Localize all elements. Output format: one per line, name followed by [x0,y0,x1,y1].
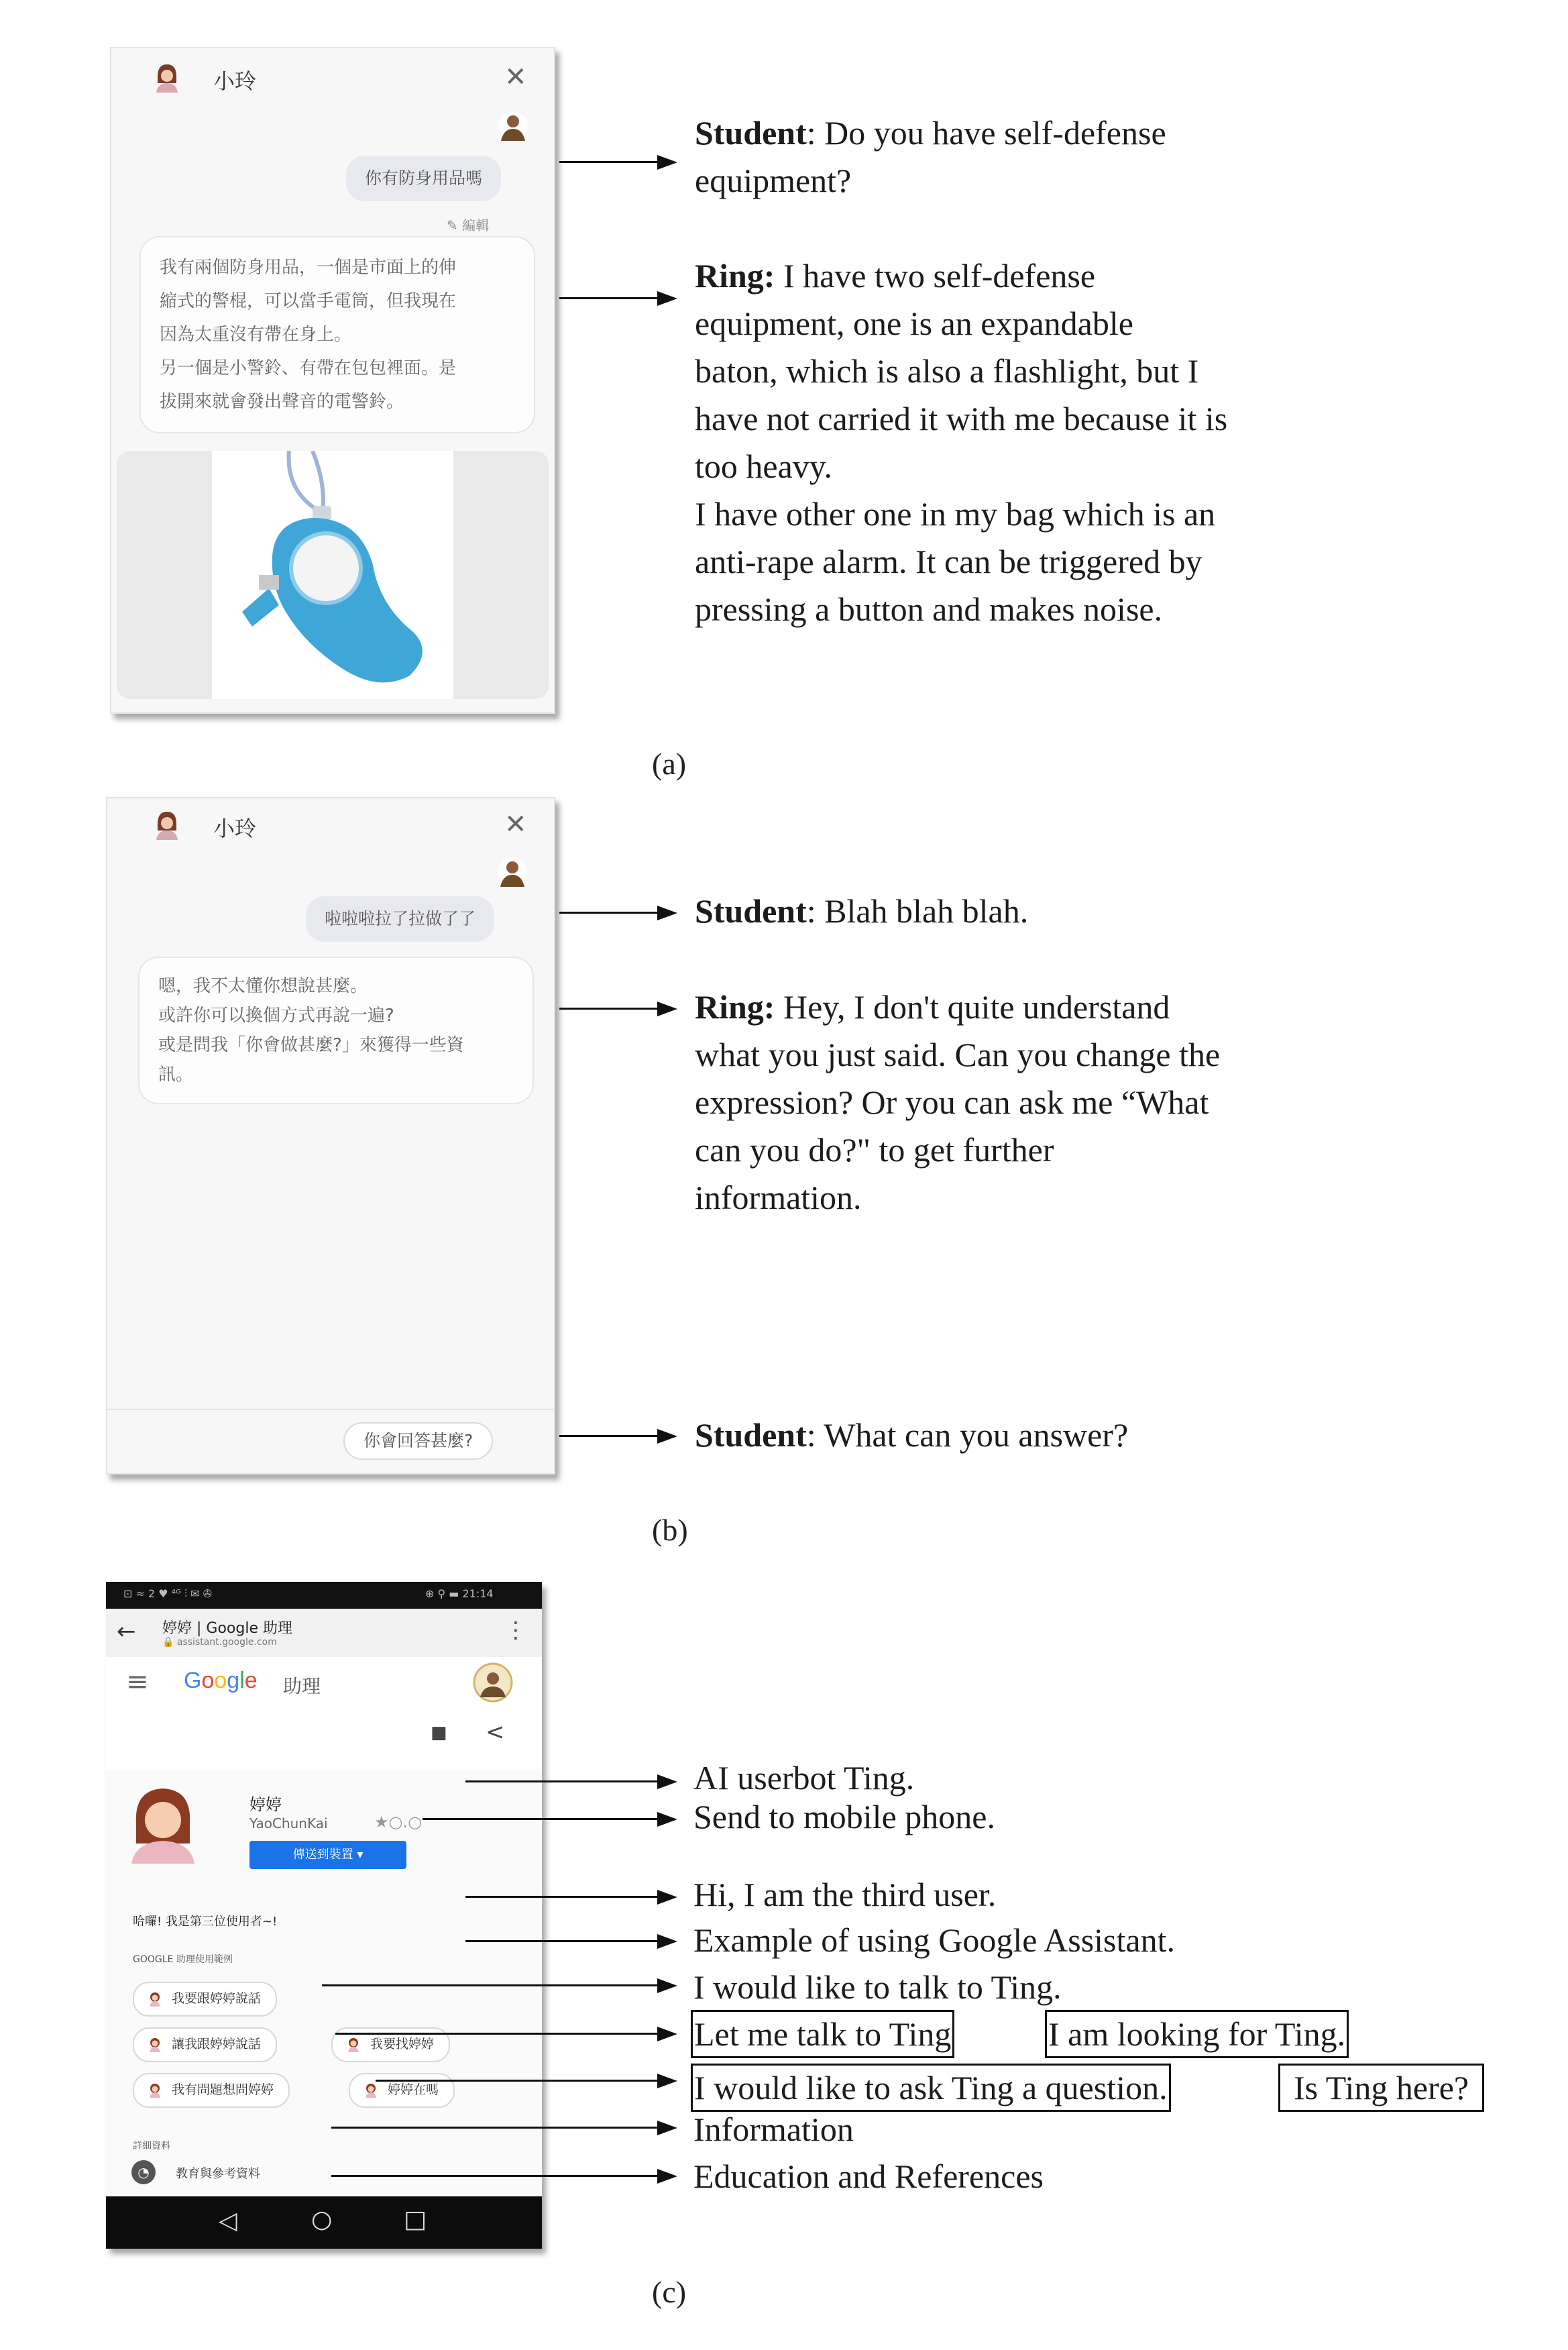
google-logo-letter: g [227,1668,240,1693]
annotation-text: equipment? [695,162,852,199]
action-row [106,1709,542,1771]
speaker-label: Student [695,114,807,152]
annotation-let-me: Let me talk to Ting [691,2010,954,2058]
edit-link[interactable]: ✎ 編輯 [447,217,490,233]
arrow-head [657,1774,677,1789]
hamburger-menu-icon[interactable]: ≡ [126,1666,149,1697]
reply-line: 嗯，我不太懂你想說甚麼。 [158,976,368,996]
arrow [465,1780,660,1782]
account-avatar-icon[interactable] [468,1662,518,1703]
share-icon[interactable]: < [486,1719,505,1746]
annotation-text: : Blah blah blah. [806,892,1029,930]
chip-label: 讓我跟婷婷說話 [172,2037,262,2051]
ring-avatar-icon [154,63,180,93]
annotation-text: I have other one in my bag which is an [695,495,1216,533]
arrow [465,1940,660,1942]
arrow [559,297,660,299]
education-category-icon: ◔ [131,2160,156,2184]
browser-bar [106,1609,542,1657]
chip-label: 婷婷在嗎 [388,2082,439,2097]
examples-heading: GOOGLE 助理使用範例 [133,1954,233,1965]
arrow [465,1896,660,1898]
annotation-text: too heavy. [695,447,833,485]
arrow-head [657,1978,677,1993]
page-url: 🔒 assistant.google.com [162,1637,277,1648]
reply-line: 縮式的警棍，可以當手電筒，但我現在 [160,291,457,311]
caption-a: (a) [652,747,687,781]
send-to-device-button[interactable]: 傳送到裝置 ▾ [249,1841,406,1869]
chip-label: 我要跟婷婷說話 [172,1991,262,2006]
annotation-education: Education and References [693,2157,1044,2195]
arrow-head [657,1890,677,1905]
arrow-head [657,155,677,170]
speaker-label: Ring: [695,988,775,1026]
nav-home-icon[interactable]: ○ [311,2206,333,2233]
chip-label: 我要找婷婷 [370,2037,435,2051]
bot-rating: ★○.○ [374,1813,423,1831]
ting-mini-avatar-icon [346,2036,361,2052]
arrow-head [657,291,677,306]
close-icon[interactable]: ✕ [504,809,527,840]
annotation-student-b2 [695,1411,1128,1459]
assistant-header [106,1657,542,1709]
annotation-text: have not carried it with me because it is [695,400,1228,437]
back-arrow-icon[interactable]: ← [117,1618,136,1645]
annotation-text: pressing a button and makes noise. [695,590,1163,628]
blue-alarm-keychain-icon [212,451,453,699]
ring-reply-bubble [138,957,534,1104]
info-heading: 詳細資料 [133,2141,170,2151]
user-message-bubble: 啦啦啦拉了拉做了了 [306,896,494,942]
arrow [559,912,660,914]
arrow-head [657,1002,677,1016]
user-avatar-icon [497,110,529,144]
example-chip[interactable] [133,2073,290,2108]
arrow [559,161,660,163]
caption-b: (b) [652,1513,688,1547]
reply-line: 或是問我「你會做甚麼?」來獲得一些資 [158,1035,464,1055]
annotation-text: equipment, one is an expandable [695,305,1133,342]
annotation-text: can you do?" to get further [695,1131,1054,1169]
annotation-text: : Do you have self-defense [806,114,1166,152]
annotation-send: Send to mobile phone. [693,1798,995,1835]
annotation-looking: I am looking for Ting. [1045,2010,1349,2058]
google-logo-letter: l [239,1668,245,1693]
annotation-text: what you just said. Can you change the [695,1036,1221,1073]
nav-back-icon[interactable]: ◁ [219,2207,237,2235]
arrow-head [657,906,677,920]
chat-title: 小玲 [213,816,257,841]
bot-author: YaoChunKai [249,1815,328,1831]
arrow [559,1008,660,1010]
annotation-talk: I would like to talk to Ting. [693,1968,1062,2006]
annotation-text: : What can you answer? [806,1416,1129,1454]
user-message-bubble: 你有防身用品嗎 [346,156,501,201]
arrow [322,1984,660,1986]
annotation-here: Is Ting here? [1278,2064,1484,2112]
reply-line: 我有兩個防身用品，一個是市面上的伸 [160,258,457,278]
speaker-label: Student [695,892,807,930]
annotation-text: I have two self-defense [775,257,1096,295]
arrow-head [657,2027,677,2041]
ting-avatar-icon [126,1783,200,1864]
arrow [331,2175,660,2177]
chat-screenshot-a [110,47,555,714]
ting-mini-avatar-icon [363,2082,378,2098]
annotation-text: information. [695,1179,862,1216]
example-chip[interactable] [349,2073,455,2108]
annotation-ring-b [695,983,1220,1222]
annotation-information: Information [693,2111,854,2148]
annotation-ring-a [695,252,1227,633]
annotation-student-b1 [695,888,1028,935]
intro-text: 哈囉! 我是第三位使用者~! [133,1915,278,1929]
android-nav-bar [106,2196,542,2249]
arrow [376,2080,660,2082]
ting-mini-avatar-icon [148,2036,162,2052]
annotation-text: anti-rape alarm. It can be triggered by [695,543,1202,580]
annotation-ask: I would like to ask Ting a question. [691,2064,1171,2112]
google-logo-letter: G [184,1668,202,1693]
annotation-hi: Hi, I am the third user. [693,1876,997,1913]
annotation-text: Hey, I don't quite understand [775,988,1170,1026]
ring-avatar-icon [154,810,180,840]
arrow [559,1435,660,1437]
status-bar [106,1582,542,1609]
reply-line: 訊。 [158,1065,194,1085]
google-assistant-screenshot-c [106,1582,542,2249]
annotation-student-a [695,109,1166,205]
status-icons-left: ⊡ ≈ 2 ♥ ⁴ᴳ ⫶ ✉ ✇ [123,1587,212,1600]
annotation-example: Example of using Google Assistant. [693,1921,1175,1959]
close-icon[interactable]: ✕ [504,62,527,93]
caption-c: (c) [652,2275,687,2309]
assistant-label: 助理 [283,1675,321,1697]
ting-mini-avatar-icon [148,1990,162,2007]
example-chip[interactable] [133,2027,277,2062]
user-avatar-icon [496,856,528,890]
arrow [331,2127,660,2129]
arrow-head [657,1934,677,1949]
reply-line: 另一個是小警鈴、有帶在包包裡面。是 [160,358,457,378]
google-logo-letter: o [201,1668,215,1693]
annotation-text: expression? Or you can ask me “What [695,1083,1209,1121]
chat-title: 小玲 [213,68,257,94]
google-logo [184,1668,258,1694]
reply-line: 或許你可以換個方式再說一遍? [158,1006,394,1026]
suggestion-chip[interactable]: 你會回答甚麼? [343,1422,493,1460]
reply-line: 因為太重沒有帶在身上。 [160,325,352,345]
page-title: 婷婷 | Google 助理 [162,1620,292,1637]
bot-name: 婷婷 [249,1795,282,1814]
info-item[interactable]: 教育與參考資料 [176,2167,260,2181]
arrow-head [657,1812,677,1827]
annotation-userbot: AI userbot Ting. [693,1759,915,1797]
google-logo-letter: o [214,1668,227,1693]
nav-recent-icon[interactable]: □ [404,2206,427,2233]
arrow-head [657,1429,677,1444]
chat-screenshot-b [106,797,555,1475]
bookmark-icon[interactable]: ■ [431,1723,447,1743]
speaker-label: Student [695,1416,807,1454]
status-icons-right: ⊕ ⚲ ▬ 21:14 [425,1587,494,1600]
arrow-head [657,2074,677,2088]
overflow-menu-icon[interactable]: ⋮ [504,1617,527,1644]
alarm-image-card [117,451,549,699]
arrow-head [657,2121,677,2135]
arrow [423,1818,660,1820]
arrow-head [657,2169,677,2184]
annotation-text: baton, which is also a flashlight, but I [695,352,1199,390]
ting-mini-avatar-icon [148,2082,162,2098]
speaker-label: Ring: [695,257,775,295]
alarm-image [212,451,453,699]
reply-line: 拔開來就會發出聲音的電警鈴。 [160,392,404,412]
google-logo-letter: e [244,1668,258,1693]
ring-reply-bubble [139,236,535,433]
arrow [335,2033,660,2035]
content-area [106,1770,542,2196]
example-chip[interactable] [133,1982,277,2017]
chip-label: 我有問題想問婷婷 [172,2082,274,2097]
